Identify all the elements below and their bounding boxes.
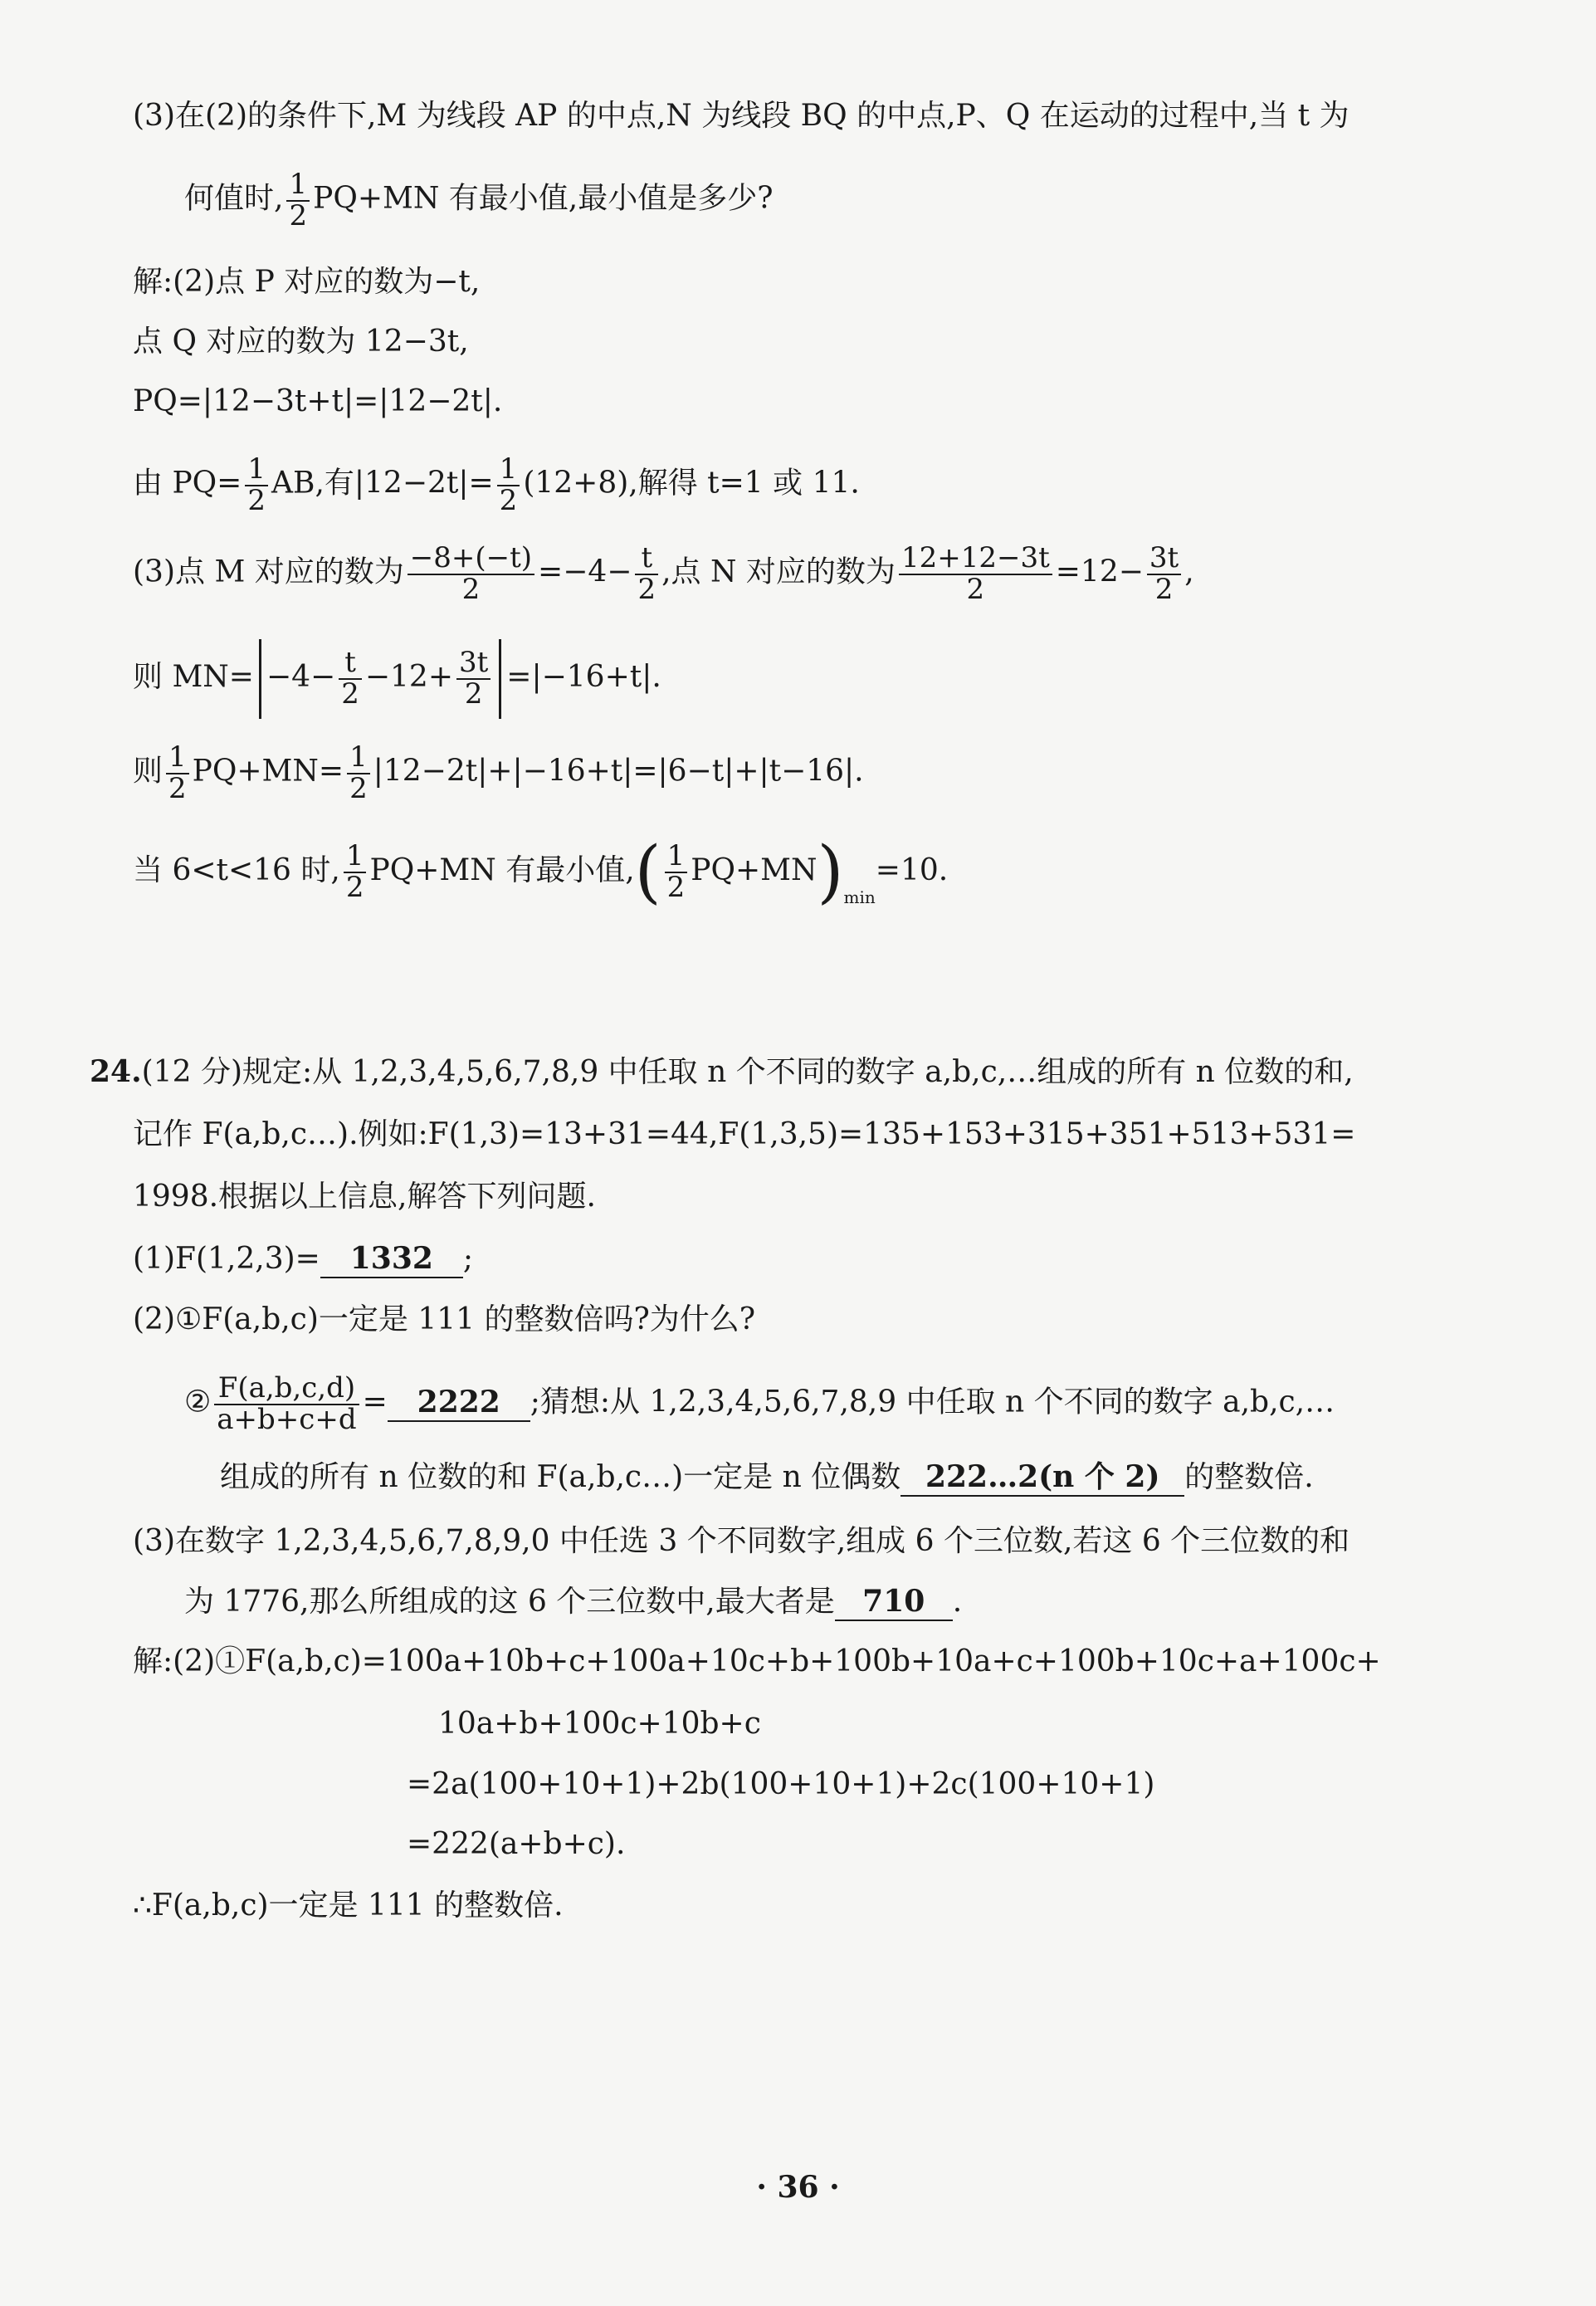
fraction-3t-half: $\frac{3t}{2}$ bbox=[456, 648, 491, 709]
problem24-line3: 1998.根据以上信息,解答下列问题. bbox=[133, 1180, 596, 1214]
fraction-3t-half: $\frac{3t}{2}$ bbox=[1147, 544, 1181, 604]
problem24-q3-line2: 为 1776,那么所组成的这 6 个三位数中,最大者是 710 . bbox=[184, 1584, 962, 1621]
fraction-half: $\frac{1}{2}$ bbox=[245, 455, 268, 515]
solution23-line3: PQ=|12−3t+t|=|12−2t|. bbox=[133, 384, 503, 418]
problem24-q2-3: 组成的所有 n 位数的和 F(a,b,c…)一定是 n 位偶数 222…2(n 个 2) 的整数倍. bbox=[220, 1459, 1314, 1497]
paren-right: ) bbox=[817, 833, 844, 911]
problem-number: 24. bbox=[90, 1054, 142, 1089]
solution24-line3: =2a(100+10+1)+2b(100+10+1)+2c(100+10+1) bbox=[407, 1767, 1155, 1801]
solution23-line5: (3)点 M 对应的数为 $\frac{-8+(-t)}{2}$ =−4− $\frac{t}{2}$ ,点 N 对应的数为 $\frac{12+12-3t}{2}$ =12− $\frac{3t}{2}$ , bbox=[133, 541, 1194, 606]
answer-blank-q1: 1332 bbox=[320, 1241, 463, 1278]
solution24-line4: =222(a+b+c). bbox=[407, 1827, 626, 1861]
problem24-line2: 记作 F(a,b,c…).例如:F(1,3)=13+31=44,F(1,3,5)=135+153+315+351+513+531= bbox=[133, 1117, 1356, 1151]
fraction-half: $\frac{1}{2}$ bbox=[286, 170, 310, 231]
problem24-line1: 24.(12 分)规定:从 1,2,3,4,5,6,7,8,9 中任取 n 个不同的数字 a,b,c,…组成的所有 n 位数的和, bbox=[90, 1054, 1354, 1089]
page-number: · 36 · bbox=[756, 2170, 840, 2205]
problem24-q2-1: (2)①F(a,b,c)一定是 111 的整数倍吗?为什么? bbox=[133, 1302, 756, 1336]
solution24-line2: 10a+b+100c+10b+c bbox=[438, 1707, 761, 1741]
fraction-t-half: $\frac{t}{2}$ bbox=[339, 648, 362, 709]
problem23-part3-line2 bbox=[184, 170, 774, 231]
fraction-half: $\frac{1}{2}$ bbox=[497, 455, 520, 515]
solution23-line7: 则 $\frac{1}{2}$ PQ+MN= $\frac{1}{2}$ |12−2t|+|−16+t|=|6−t|+|t−16|. bbox=[133, 740, 864, 805]
fraction-t-half: $\frac{t}{2}$ bbox=[635, 544, 658, 604]
fraction-half: $\frac{1}{2}$ bbox=[166, 743, 189, 804]
solution23-line2: 点 Q 对应的数为 12−3t, bbox=[133, 325, 469, 359]
problem24-q2-2: ② $\frac{F(a,b,c,d)}{a+b+c+d}$ = 2222 ;猜想:从 1,2,3,4,5,6,7,8,9 中任取 n 个不同的数字 a,b,c,… bbox=[184, 1371, 1335, 1436]
subscript-min: min bbox=[843, 887, 876, 907]
fraction-half: $\frac{1}{2}$ bbox=[344, 842, 367, 902]
abs-bar-right bbox=[499, 639, 501, 719]
solution24-line1: 解:(2)①F(a,b,c)=100a+10b+c+100a+10c+b+100b+10a+c+100b+10c+a+100c+ bbox=[133, 1644, 1381, 1678]
fraction-n: $\frac{12+12-3t}{2}$ bbox=[899, 544, 1052, 604]
paren-left: ( bbox=[634, 833, 661, 911]
text: PQ+MN 有最小值,最小值是多少? bbox=[313, 181, 774, 216]
problem24-q1: (1)F(1,2,3)= 1332 ; bbox=[133, 1241, 473, 1278]
solution23-line6: 则 MN= −4− $\frac{t}{2}$ −12+ $\frac{3t}{2}$ =|−16+t|. bbox=[133, 639, 661, 719]
answer-blank-q2-3: 222…2(n 个 2) bbox=[900, 1459, 1184, 1497]
abs-bar-left bbox=[259, 639, 261, 719]
problem24-q3-line1: (3)在数字 1,2,3,4,5,6,7,8,9,0 中任选 3 个不同数字,组成 6 个三位数,若这 6 个三位数的和 bbox=[133, 1524, 1350, 1558]
solution23-line8: 当 6<t<16 时, $\frac{1}{2}$ PQ+MN 有最小值,( $\frac{1}{2}$ $PQ+MN)_{min}=10$. bbox=[133, 833, 949, 911]
problem23-part3-line1: (3)在(2)的条件下,M 为线段 AP 的中点,N 为线段 BQ 的中点,P、Q 在运动的过程中,当 t 为 bbox=[133, 99, 1350, 133]
solution24-line5: ∴F(a,b,c)一定是 111 的整数倍. bbox=[133, 1888, 564, 1922]
answer-blank-q2-2: 2222 bbox=[388, 1385, 530, 1422]
text: 何值时, bbox=[184, 181, 284, 216]
fraction-half: $\frac{1}{2}$ bbox=[347, 743, 370, 804]
solution23-line4: 由 PQ= $\frac{1}{2}$ AB,有|12−2t|= $\frac{1}{2}$ (12+8),解得 t=1 或 11. bbox=[133, 452, 860, 517]
answer-blank-q3: 710 bbox=[835, 1584, 953, 1621]
fraction-f-abcd: $\frac{F(a,b,c,d)}{a+b+c+d}$ bbox=[214, 1374, 359, 1434]
fraction-half: $\frac{1}{2}$ bbox=[665, 842, 688, 902]
solution23-line1: 解:(2)点 P 对应的数为−t, bbox=[133, 265, 481, 299]
fraction-m: $\frac{-8+(-t)}{2}$ bbox=[408, 544, 534, 604]
